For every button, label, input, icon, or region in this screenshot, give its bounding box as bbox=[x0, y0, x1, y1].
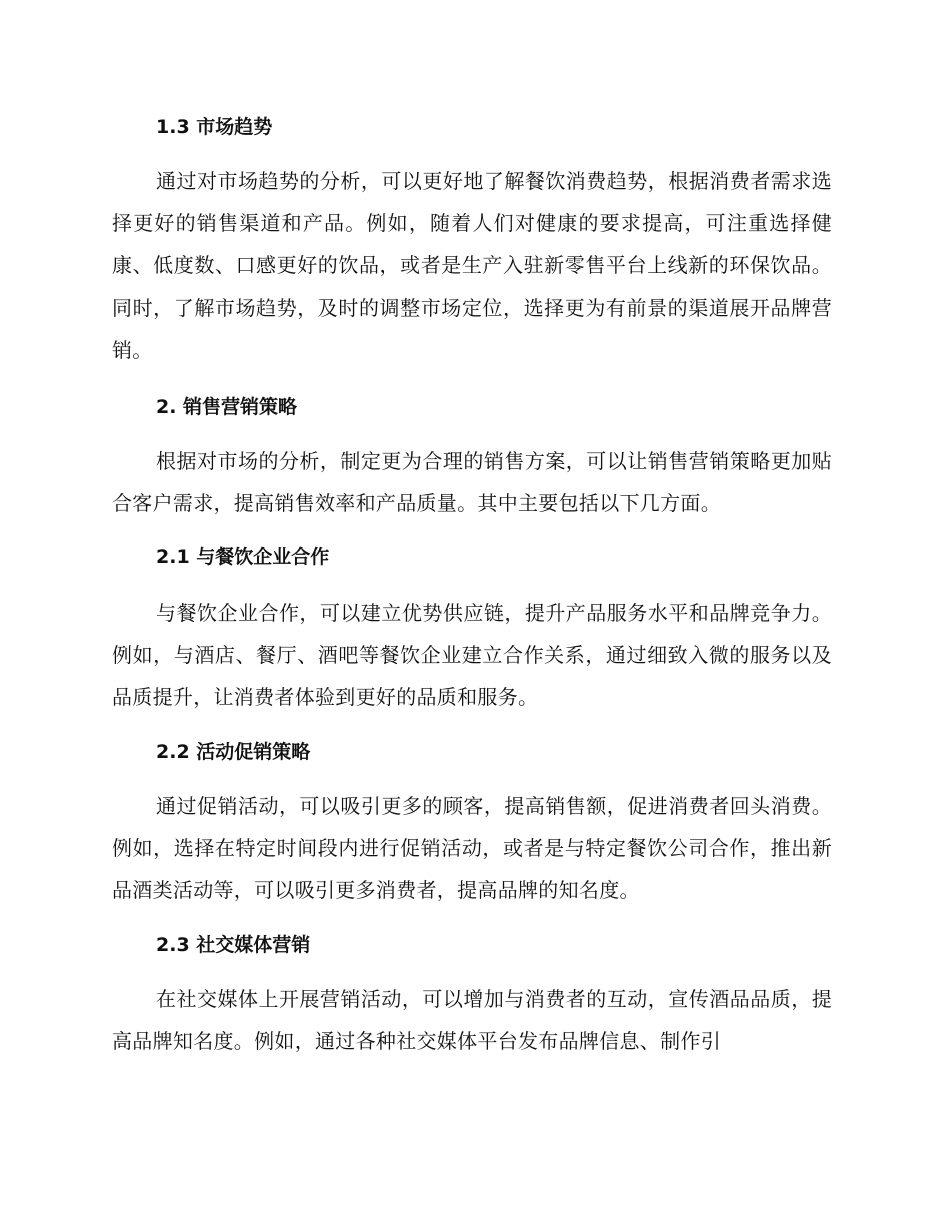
paragraph-text: 与餐饮企业合作，可以建立优势供应链，提升产品服务水平和品牌竞争力。例如，与酒店、餐厅、酒吧等餐饮企业建立合作关系，通过细致入微的服务以及品质提升，让消费者体验到更好的品质和服务。 bbox=[112, 601, 832, 710]
paragraph-text: 通过对市场趋势的分析，可以更好地了解餐饮消费趋势，根据消费者需求选择更好的销售渠道和产品。例如，随着人们对健康的要求提高，可注重选择健康、低度数、口感更好的饮品，或者是生产入驻新零售平台上线新的环保饮品。同时，了解市场趋势，及时的调整市场定位，选择更为有前景的渠道展开品牌营销。 bbox=[112, 169, 832, 362]
section-paragraph-1-3 bbox=[112, 160, 832, 371]
section-paragraph-2-2 bbox=[112, 785, 832, 912]
section-heading-2-1: 2.1 与餐饮企业合作 bbox=[156, 546, 330, 568]
section-paragraph-2 bbox=[112, 440, 832, 524]
section-heading-2-3: 2.3 社交媒体营销 bbox=[156, 934, 311, 956]
section-heading-1-3: 1.3 市场趋势 bbox=[156, 116, 273, 138]
paragraph-text: 在社交媒体上开展营销活动，可以增加与消费者的互动，宣传酒品品质，提高品牌知名度。例如，通过各种社交媒体平台发布品牌信息、制作引 bbox=[112, 987, 832, 1054]
section-paragraph-2-1 bbox=[112, 592, 832, 719]
section-heading-2: 2. 销售营销策略 bbox=[156, 396, 298, 418]
paragraph-text: 根据对市场的分析，制定更为合理的销售方案，可以让销售营销策略更加贴合客户需求，提高销售效率和产品质量。其中主要包括以下几方面。 bbox=[112, 449, 832, 516]
section-paragraph-2-3 bbox=[112, 978, 832, 1062]
paragraph-text: 通过促销活动，可以吸引更多的顾客，提高销售额，促进消费者回头消费。例如，选择在特定时间段内进行促销活动，或者是与特定餐饮公司合作，推出新品酒类活动等，可以吸引更多消费者，提高品牌的知名度。 bbox=[112, 794, 832, 903]
section-heading-2-2: 2.2 活动促销策略 bbox=[156, 741, 311, 763]
